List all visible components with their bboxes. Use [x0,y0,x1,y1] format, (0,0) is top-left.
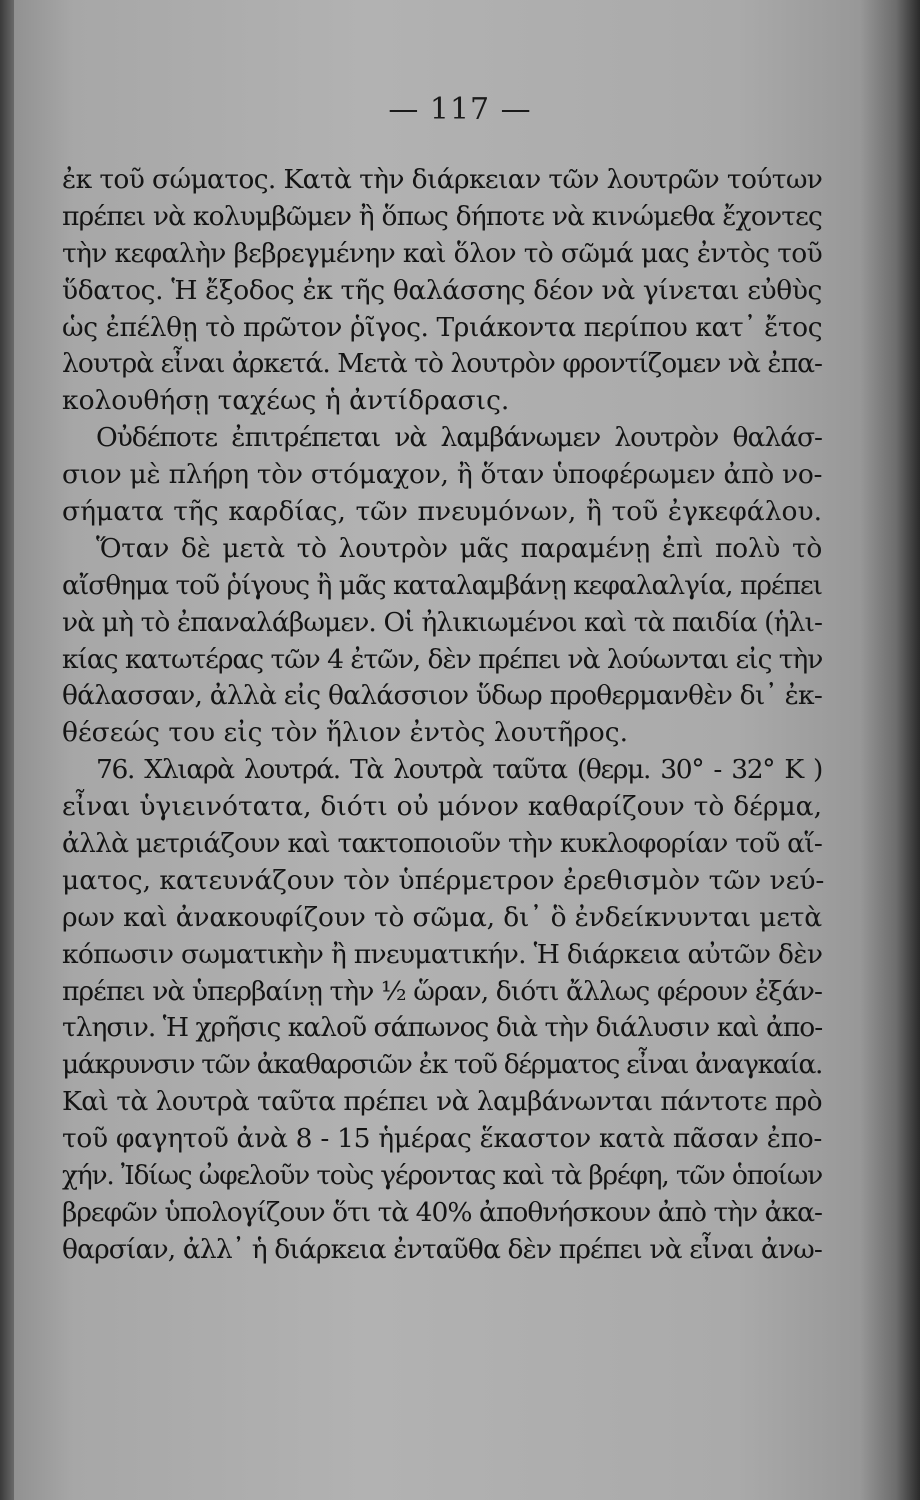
body-text [62,162,825,1269]
text-line: σήματα τῆς καρδίας, τῶν πνευμόνων, ἢ τοῦ ἐγκεφάλου. [62,496,822,528]
text-line: ὡς ἐπέλθῃ τὸ πρῶτον ῥῖγος. Τριάκοντα περίπου κατ᾽ ἔτος [62,311,823,343]
text-line: θέσεώς του εἰς τὸν ἥλιον ἐντὸς λουτῆρος. [62,717,629,749]
text-line: αἴσθημα τοῦ ῥίγους ἢ μᾶς καταλαμβάνῃ κεφαλαλγία, πρέπει [62,569,822,601]
text-line: βρεφῶν ὑπολογίζουν ὅτι τὰ 40% ἀποθνήσκουν ἀπὸ τὴν ἀκα- [62,1196,822,1228]
text-line: ἐκ τοῦ σώματος. Κατὰ τὴν διάρκειαν τῶν λουτρῶν τούτων [62,164,823,195]
text-line: Ὅταν δὲ μετὰ τὸ λουτρὸν μᾶς παραμένῃ ἐπὶ πολὺ τὸ [96,532,822,564]
text-line: τοῦ φαγητοῦ ἀνὰ 8 - 15 ἡμέρας ἕκαστον κατὰ πᾶσαν ἐπο- [62,1123,822,1155]
text-line: μάκρυνσιν τῶν ἀκαθαρσιῶν ἐκ τοῦ δέρματος εἶναι ἀναγκαία. [62,1049,823,1081]
section-heading-line: 76. Χλιαρὰ λουτρά. Τὰ λουτρὰ ταῦτα (θερμ. 30° - 32° Κ ) [96,754,822,786]
page-left-edge [0,0,14,1500]
text-line: τλησιν. Ἡ χρῆσις καλοῦ σάπωνος διὰ τὴν διάλυσιν καὶ ἀπο- [62,1012,823,1044]
text-line: θάλασσαν, ἀλλὰ εἰς θαλάσσιον ὕδωρ προθερμανθὲν δι᾽ ἐκ- [62,680,822,712]
text-line: ματος, κατευνάζουν τὸν ὑπέρμετρον ἐρεθισμὸν τῶν νεύ- [62,864,825,896]
text-line: λουτρὰ εἶναι ἀρκετά. Μετὰ τὸ λουτρὸν φροντίζομεν νὰ ἐπα- [62,348,822,380]
text-line: σιον μὲ πλήρη τὸν στόμαχον, ἢ ὅταν ὑποφέρωμεν ἀπὸ νο- [62,459,823,491]
text-line: πρέπει νὰ κολυμβῶμεν ἢ ὅπως δήποτε νὰ κινώμεθα ἔχοντες [62,200,822,232]
text-line: κόπωσιν σωματικὴν ἢ πνευματικήν. Ἡ διάρκεια αὐτῶν δὲν [62,938,823,970]
text-line: ρων καὶ ἀνακουφίζουν τὸ σῶμα, δι᾽ ὃ ἐνδείκνυνται μετὰ [62,901,822,933]
page-right-shadow [860,0,920,1500]
text-line: πρέπει νὰ ὑπερβαίνῃ τὴν ½ ὥραν, διότι ἄλλως φέρουν ἐξάν- [62,975,822,1007]
page-number: — 117 — [388,92,532,127]
text-line: εἶναι ὑγιεινότατα, διότι οὐ μόνον καθαρίζουν τὸ δέρμα, [62,791,822,823]
text-line: Καὶ τὰ λουτρὰ ταῦτα πρέπει νὰ λαμβάνωνται πάντοτε πρὸ [62,1086,822,1118]
text-line: κολουθήσῃ ταχέως ἡ ἀντίδρασις. [62,385,510,417]
text-line: θαρσίαν, ἀλλ᾽ ἡ διάρκεια ἐνταῦθα δὲν πρέπει νὰ εἶναι ἀνω- [62,1233,822,1265]
text-line: νὰ μὴ τὸ ἐπαναλάβωμεν. Οἱ ἠλικιωμένοι καὶ τὰ παιδία (ἡλι- [62,606,823,638]
text-line: κίας κατωτέρας τῶν 4 ἐτῶν, δὲν πρέπει νὰ λούωνται εἰς τὴν [62,643,823,675]
text-line: τὴν κεφαλὴν βεβρεγμένην καὶ ὅλον τὸ σῶμά μας ἐντὸς τοῦ [62,237,823,269]
text-line: ἀλλὰ μετριάζουν καὶ τακτοποιοῦν τὴν κυκλοφορίαν τοῦ αἵ- [62,828,822,860]
text-line: χήν. Ἰδίως ὠφελοῦν τοὺς γέροντας καὶ τὰ βρέφη, τῶν ὁποίων [62,1160,822,1192]
text-line: Οὐδέποτε ἐπιτρέπεται νὰ λαμβάνωμεν λουτρὸν θαλάσ- [96,422,822,454]
text-line: ὕδατος. Ἡ ἔξοδος ἐκ τῆς θαλάσσης δέον νὰ γίνεται εὐθὺς [62,274,822,306]
